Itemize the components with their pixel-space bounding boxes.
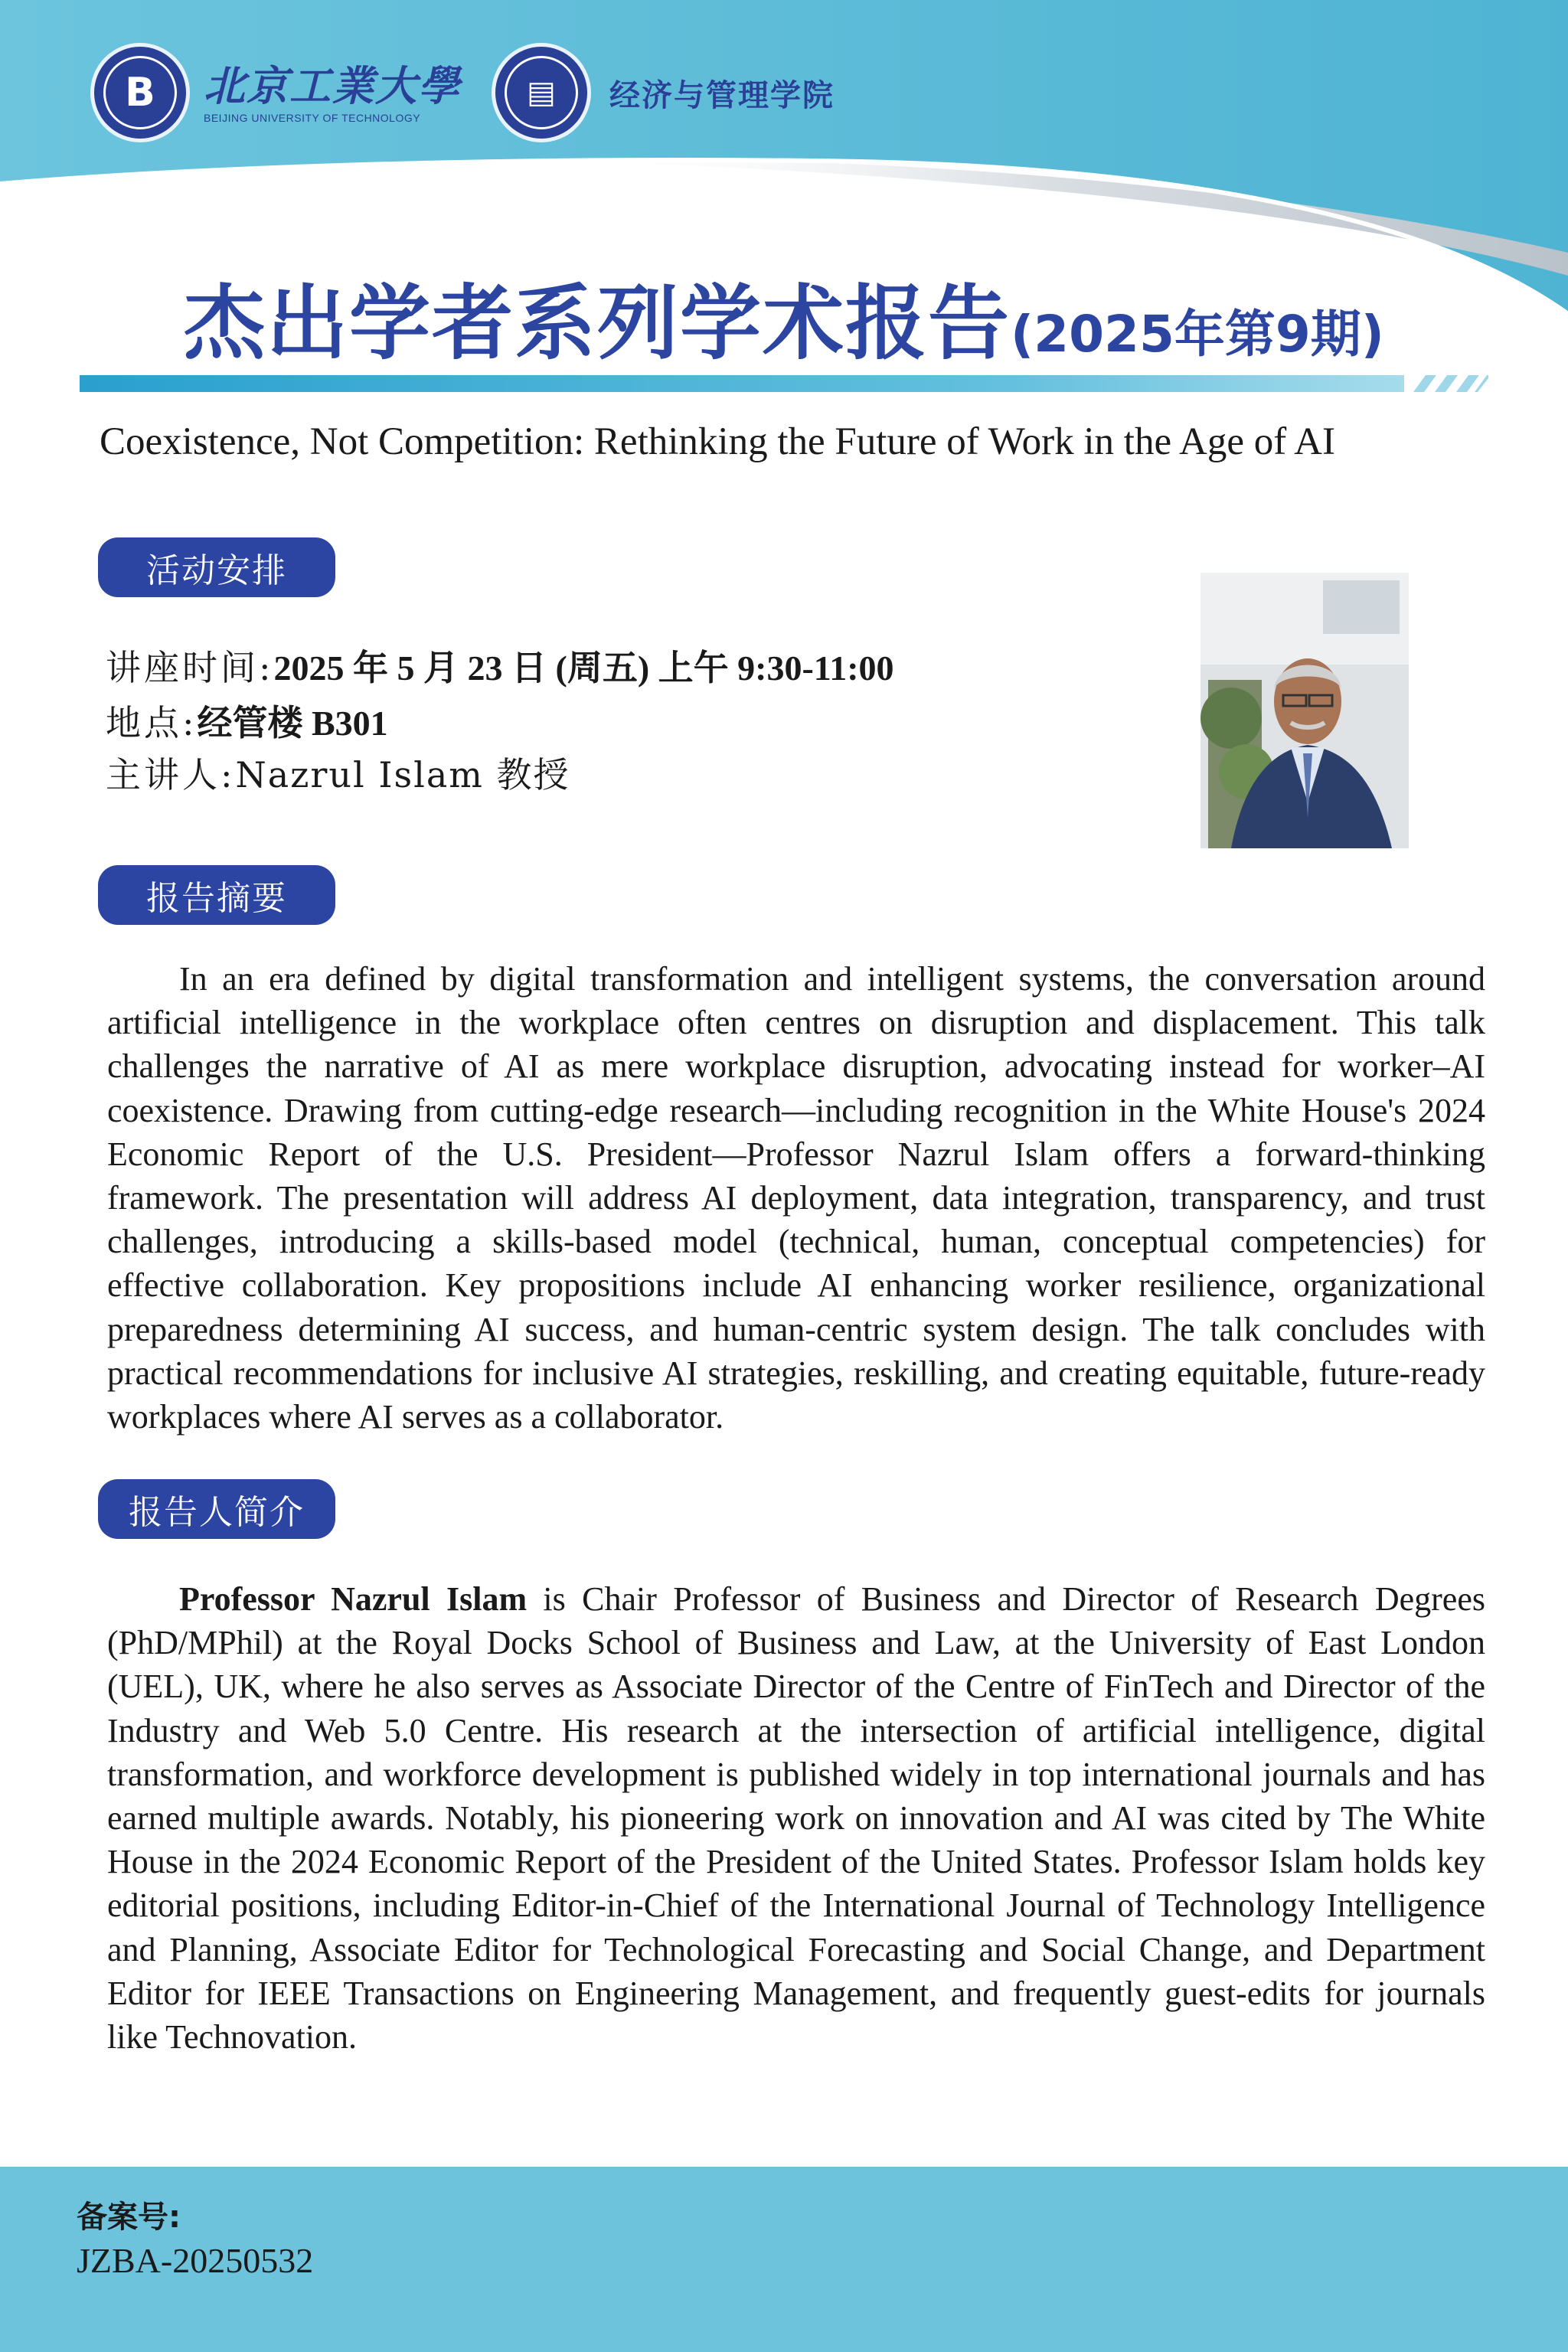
school-emblem-icon: ▤ bbox=[492, 43, 591, 142]
logo-row bbox=[90, 43, 835, 142]
title-issue: (2025年第9期) bbox=[1011, 305, 1384, 364]
section-bio-label: 报告人简介 bbox=[98, 1479, 335, 1539]
page-title bbox=[0, 259, 1568, 375]
bio-body: is Chair Professor of Business and Director of Research Degrees (PhD/MPhil) at the Royal Docks School of Business and Law, at the University of East London (UEL), UK, where he also serves as Associate Director of the Centre of FinTech and Director of the Industry and Web 5.0 Centre. His research at the intersection of artificial intelligence, digital transformation, and workforce development is published widely in top international journals and has earned multiple awards. Notably, his pioneering work on innovation and AI was cited by The White House in the 2024 Economic Report of the President of the United States. Professor Islam holds key editorial positions, including Editor-in-Chief of the International Journal of Technology Intelligence and Planning, Associate Editor for Technological Forecasting and Social Change, and Department Editor for IEEE Transactions on Engineering Management, and frequently guest-edits for journals like Technovation. bbox=[107, 1580, 1485, 2056]
location-value: 经管楼 B301 bbox=[197, 704, 388, 743]
bio-text bbox=[107, 1577, 1485, 2059]
info-location bbox=[106, 695, 388, 746]
speaker-photo bbox=[1200, 573, 1409, 848]
location-label: 地点: bbox=[106, 702, 198, 743]
university-name-en: BEIJING UNIVERSITY OF TECHNOLOGY bbox=[204, 112, 421, 124]
time-label: 讲座时间: bbox=[106, 647, 274, 688]
info-speaker bbox=[106, 747, 570, 798]
record-label: 备案号: bbox=[77, 2200, 181, 2235]
university-emblem-icon: B bbox=[90, 43, 190, 142]
school-name: 经济与管理学院 bbox=[609, 77, 835, 113]
info-time bbox=[106, 640, 894, 691]
bio-name: Professor Nazrul Islam bbox=[179, 1580, 528, 1618]
section-abstract-label: 报告摘要 bbox=[98, 865, 335, 925]
university-name bbox=[204, 61, 461, 124]
time-value: 2025 年 5 月 23 日 (周五) 上午 9:30-11:00 bbox=[273, 648, 894, 688]
university-name-cn: 北京工業大學 bbox=[204, 61, 461, 110]
section-schedule-label: 活动安排 bbox=[98, 537, 335, 597]
talk-title: Coexistence, Not Competition: Rethinking the Future of Work in the Age of AI bbox=[100, 420, 1335, 463]
title-underline bbox=[80, 375, 1488, 392]
footer bbox=[0, 2167, 1568, 2352]
speaker-label: 主讲人: bbox=[106, 754, 236, 795]
speaker-value: Nazrul Islam 教授 bbox=[235, 754, 570, 795]
abstract-text: In an era defined by digital transformation and intelligent systems, the conversation around artificial intelligence in the workplace often centres on disruption and displacement. This talk challenges the narrative of AI as mere workplace disruption, advocating instead for worker–AI coexistence. Drawing from cutting-edge research—including recognition in the White House's 2024 Economic Report of the U.S. President—Professor Nazrul Islam offers a forward-thinking framework. The presentation will address AI deployment, data integration, transparency, and trust challenges, introducing a skills-based model (technical, human, conceptual competencies) for effective collaboration. Key propositions include AI enhancing worker resilience, organizational preparedness determining AI success, and human-centric system design. The talk concludes with practical recommendations for inclusive AI strategies, reskilling, and creating equitable, future-ready workplaces where AI serves as a collaborator. bbox=[107, 960, 1485, 1436]
record-number: JZBA-20250532 bbox=[77, 2241, 314, 2280]
title-main: 杰出学者系列学术报告 bbox=[184, 276, 1011, 371]
